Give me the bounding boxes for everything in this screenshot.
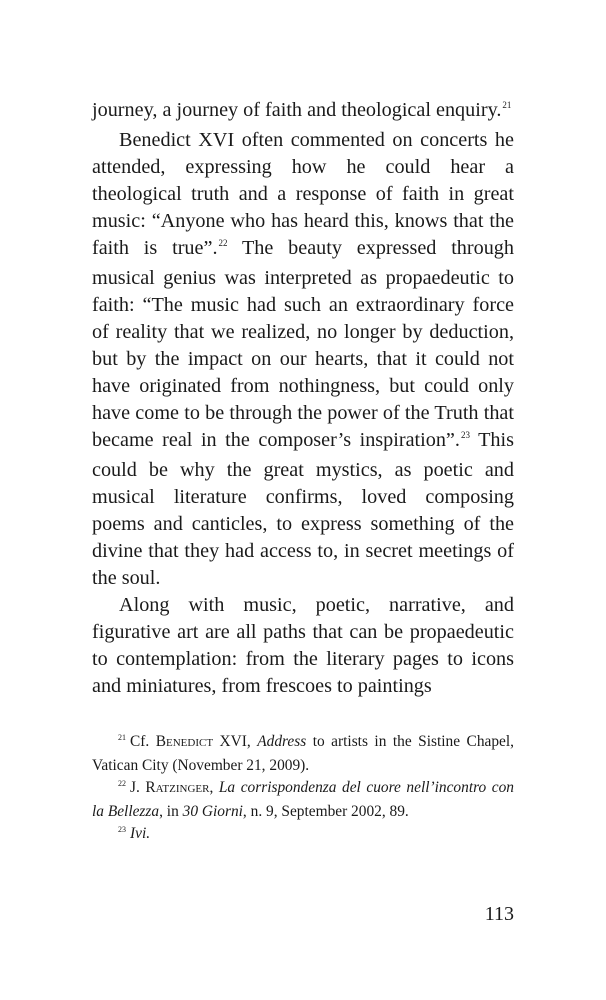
paragraph-3 [92, 592, 514, 700]
paragraph-2-text-a: Benedict XVI often commented on concerts he attended, expressing how he could hear a theological truth and a response of faith in great music: “Anyone who has heard this, knows that the faith is true”. [92, 129, 514, 259]
paragraph-1-text: journey, a journey of faith and theological enquiry. [92, 99, 502, 121]
footnote-text: XVI, [213, 733, 258, 750]
footnote-author: Ratzinger [145, 779, 210, 796]
footnote-number: 22 [118, 779, 126, 788]
footnote-prefix: Cf. [130, 733, 156, 750]
footnote-journal: 30 Giorni [182, 803, 243, 820]
footnote-22 [92, 777, 514, 823]
footnote-21 [92, 731, 514, 777]
footnote-text: , [209, 779, 219, 796]
footnote-prefix: J. [130, 779, 146, 796]
footnote-number: 23 [118, 825, 126, 834]
footnote-author: Benedict [155, 733, 214, 750]
paragraph-2-text-b: The beauty expressed through musical genius was interpreted as propaedeutic to faith: “The music had such an extraordinary force of reality that we realized, no longer by deduction, but by the impact on our hearts, that it could not have originated from nothingness, but could only have come to be through the power of the Truth that became real in the composer’s inspiration”. [92, 237, 514, 451]
page-number: 113 [484, 903, 514, 925]
footnote-title: La corrispondenza del cuore nell’incontro con la Bellezza [92, 779, 514, 820]
footnote-ref-21[interactable]: 21 [502, 100, 512, 110]
paragraph-1 [92, 97, 514, 127]
footnote-title: Address [257, 733, 307, 750]
page-content [92, 97, 514, 847]
footnote-title: Ivi. [130, 825, 151, 842]
footnote-ref-22[interactable]: 22 [218, 238, 228, 248]
body-text [92, 97, 514, 700]
footnote-text: to artists in the Sistine Chapel, Vatican City (November 21, 2009). [92, 733, 514, 774]
paragraph-2 [92, 127, 514, 592]
paragraph-2-text-c: This could be why the great mystics, as poetic and musical literature confirms, loved composing poems and canticles, to express something of the divine that they had access to, in secret meetings of the soul. [92, 429, 514, 589]
footnote-text: , n. 9, September 2002, 89. [242, 803, 409, 820]
paragraph-3-text: Along with music, poetic, narrative, and figurative art are all paths that can be propaedeutic to contemplation: from the literary pages to icons and miniatures, from frescoes to paintings [92, 594, 514, 697]
footnote-23 [92, 823, 514, 847]
footnote-number: 21 [118, 733, 126, 742]
footnote-text: , in [159, 803, 183, 820]
footnote-ref-23[interactable]: 23 [460, 430, 470, 440]
footnotes [92, 731, 514, 847]
